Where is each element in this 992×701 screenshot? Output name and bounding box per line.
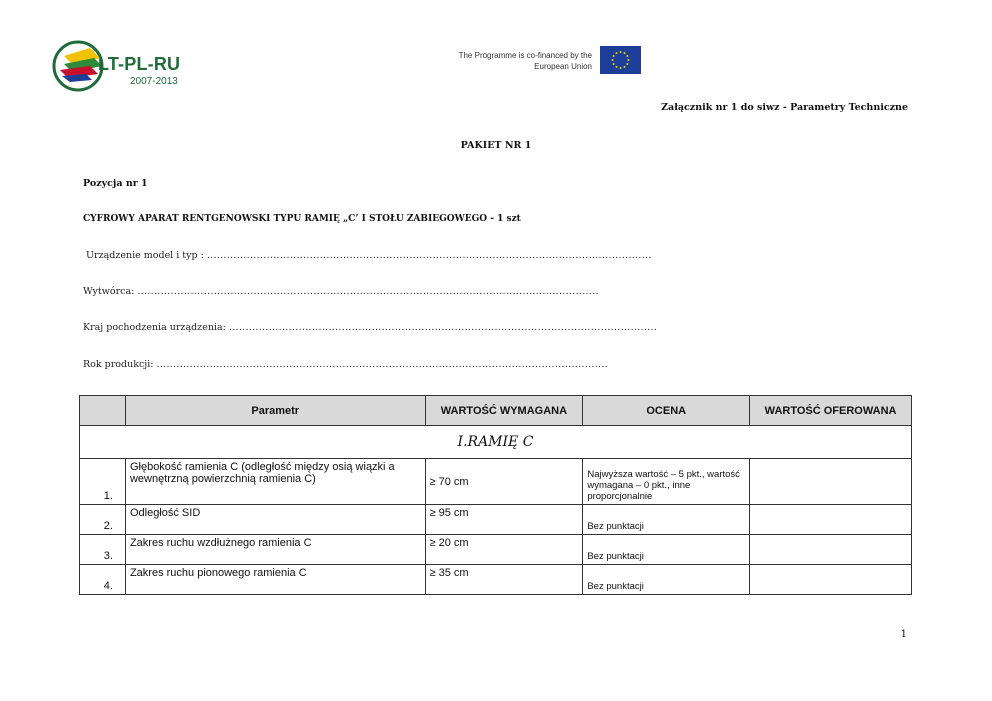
field-label: Wytwórca: [83, 286, 135, 297]
row-evaluation: Bez punktacji [583, 535, 750, 565]
table-row [80, 565, 912, 595]
logo-text: LT-PL-RU [98, 54, 181, 74]
row-parameter: Zakres ruchu wzdłużnego ramienia C [125, 535, 425, 565]
field-label: Rok produkcji: [83, 359, 154, 370]
eu-cofinance-note [430, 50, 592, 72]
row-required: ≥ 70 cm [425, 459, 583, 505]
row-offered[interactable] [750, 459, 912, 505]
field-country [83, 322, 657, 333]
header-offered-value: WARTOŚĆ OFEROWANA [750, 396, 912, 426]
table-row [80, 459, 912, 505]
page-number: 1 [900, 629, 907, 640]
row-required: ≥ 20 cm [425, 535, 583, 565]
row-offered[interactable] [750, 565, 912, 595]
row-parameter: Odległość SID [125, 505, 425, 535]
row-evaluation: Bez punktacji [583, 505, 750, 535]
section-title: I.RAMIĘ C [80, 426, 912, 459]
section-row [80, 426, 912, 459]
package-label: PAKIET NR 1 [460, 140, 532, 151]
row-offered[interactable] [750, 505, 912, 535]
field-model-type [83, 250, 652, 261]
attachment-label: Załącznik nr 1 do siwz - Parametry Techniczne [661, 102, 908, 113]
field-dots: ........................................................................................................................................ [156, 359, 608, 370]
parameters-table [79, 395, 912, 595]
position-label: Pozycja nr 1 [83, 178, 148, 189]
row-evaluation: Najwyższa wartość – 5 pkt., wartość wymagana – 0 pkt., inne proporcjonalnie [583, 459, 750, 505]
row-number: 3. [80, 535, 126, 565]
table-row [80, 505, 912, 535]
row-number: 1. [80, 459, 126, 505]
field-dots: ........................................................................................................................................... [137, 286, 599, 297]
field-label: Urządzenie model i typ : [86, 250, 204, 261]
logo-years: 2007-2013 [130, 76, 178, 87]
header-parameter: Parametr [125, 396, 425, 426]
eu-flag-icon [600, 46, 641, 74]
field-label: Kraj pochodzenia urządzenia: [83, 322, 226, 333]
row-evaluation: Bez punktacji [583, 565, 750, 595]
row-offered[interactable] [750, 535, 912, 565]
header-evaluation: OCENA [583, 396, 750, 426]
header-number [80, 396, 126, 426]
header-required-value: WARTOŚĆ WYMAGANA [425, 396, 583, 426]
field-manufacturer [83, 286, 599, 297]
row-number: 2. [80, 505, 126, 535]
table-header-row [80, 396, 912, 426]
table-row [80, 535, 912, 565]
row-required: ≥ 35 cm [425, 565, 583, 595]
eu-note-line-2: European Union [534, 62, 592, 71]
field-dots: ...................................................................................................................................... [206, 250, 652, 261]
programme-logo [50, 36, 200, 98]
row-number: 4. [80, 565, 126, 595]
row-required: ≥ 95 cm [425, 505, 583, 535]
row-parameter: Zakres ruchu pionowego ramienia C [125, 565, 425, 595]
row-parameter: Głębokość ramienia C (odległość między osią wiązki a wewnętrzną powierzchnią ramienia C) [125, 459, 425, 505]
eu-note-line-1: The Programme is co-financed by the [458, 51, 592, 60]
item-title: CYFROWY APARAT RENTGENOWSKI TYPU RAMIĘ „C’ I STOŁU ZABIEGOWEGO - 1 szt [83, 214, 521, 224]
field-production-year [83, 359, 608, 370]
field-dots: ................................................................................................................................. [228, 322, 658, 333]
